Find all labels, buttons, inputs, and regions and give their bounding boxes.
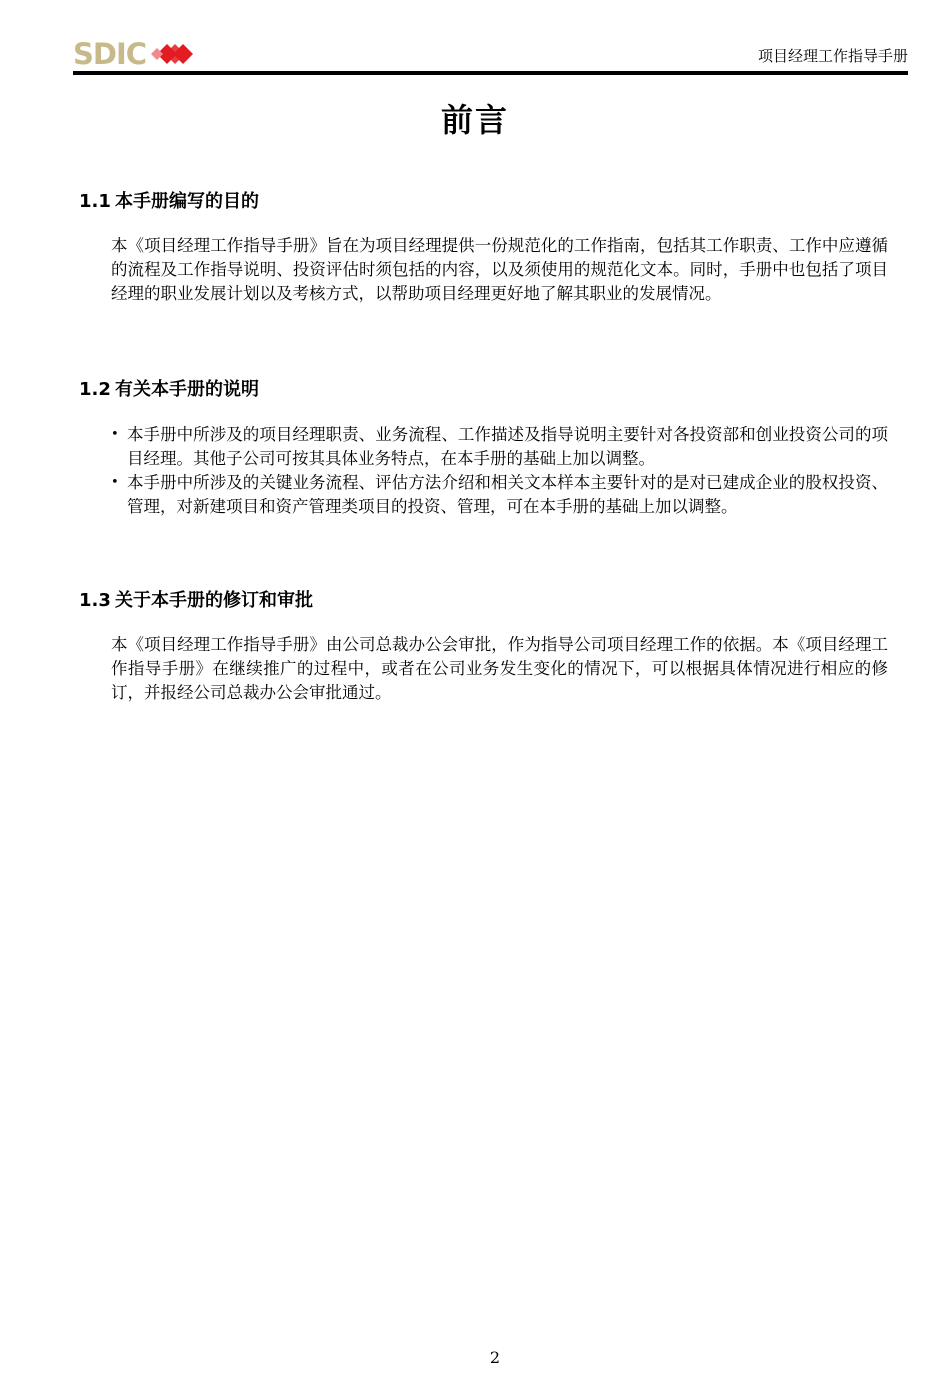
page-number: 2	[489, 1348, 501, 1367]
header-rule	[73, 71, 908, 75]
section-1-1-paragraph: 本《项目经理工作指导手册》旨在为项目经理提供一份规范化的工作指南，包括其工作职责、工作中应遵循的流程及工作指导说明、投资评估时须包括的内容，以及须使用的规范化文本。同时，手册中也包括了项目经理的职业发展计划以及考核方式，以帮助项目经理更好地了解其职业的发展情况。	[111, 236, 888, 303]
header-title: 项目经理工作指导手册	[757, 47, 908, 65]
logo-diamonds-icon	[149, 39, 199, 69]
section-title: 本手册编写的目的	[115, 191, 259, 212]
section-1-3-paragraph: 本《项目经理工作指导手册》由公司总裁办公会审批，作为指导公司项目经理工作的依据。本《项目经理工作指导手册》在继续推广的过程中，或者在公司业务发生变化的情况下，可以根据具体情况进行相应的修订，并报经公司总裁办公会审批通过。	[111, 635, 888, 702]
section-heading-1-3	[79, 586, 313, 612]
section-title: 关于本手册的修订和审批	[115, 590, 313, 611]
section-1-2-bullet-list	[111, 423, 888, 519]
section-heading-1-1	[79, 187, 259, 213]
list-item: • 本手册中所涉及的关键业务流程、评估方法介绍和相关文本样本主要针对的是对已建成企业的股权投资、管理，对新建项目和资产管理类项目的投资、管理，可在本手册的基础上加以调整。	[111, 471, 888, 519]
page-title: 前言	[440, 101, 509, 139]
section-number: 1.2	[79, 379, 111, 400]
page-header	[73, 36, 908, 70]
section-title: 有关本手册的说明	[115, 379, 259, 400]
section-number: 1.1	[79, 191, 111, 212]
list-item: • 本手册中所涉及的项目经理职责、业务流程、工作描述及指导说明主要针对各投资部和创业投资公司的项目经理。其他子公司可按其具体业务特点，在本手册的基础上加以调整。	[111, 423, 888, 471]
logo-text: SDIC	[73, 37, 147, 71]
sdic-logo	[73, 38, 198, 70]
section-heading-1-2	[79, 375, 259, 401]
section-number: 1.3	[79, 590, 111, 611]
